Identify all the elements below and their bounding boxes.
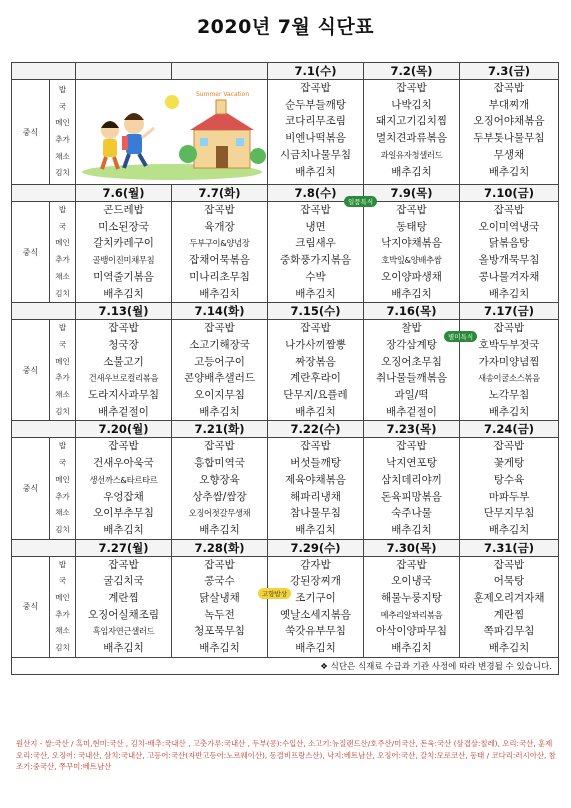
category-column [50, 438, 76, 539]
menu-item: 냉면 [305, 220, 326, 233]
menu-item: 조기구이 [295, 592, 336, 605]
day-menu-cell [364, 556, 460, 657]
footnote: ❖ 식단은 식재료 수급과 기관 사정에 따라 변경될 수 있습니다. [12, 657, 559, 674]
menu-item: 녹두전 [204, 608, 235, 621]
menu-item: 배추김치 [488, 523, 530, 536]
menu-item: 잡곡밥 [204, 440, 235, 453]
category-label: 국 [58, 339, 67, 349]
menu-item: 배추김치 [295, 165, 336, 178]
day-menu-cell [172, 320, 268, 421]
menu-item: 수박 [305, 270, 326, 283]
menu-item: 버섯들깨탕 [290, 457, 341, 470]
category-label: 밥 [58, 205, 67, 214]
menu-item: 잡곡밥 [396, 82, 427, 94]
special-day-badge: 고향밥상 [258, 588, 291, 599]
category-label: 채소 [55, 626, 70, 636]
category-label: 김치 [55, 168, 70, 178]
date-cell: 7.23(목) [364, 421, 460, 438]
menu-item: 골뱅이진미채무침 [92, 255, 155, 266]
category-column [50, 556, 76, 657]
menu-item: 미나리초무침 [189, 270, 250, 283]
category-column [50, 202, 76, 303]
menu-item: 잡곡밥 [300, 204, 331, 216]
menu-item: 단무지무침 [483, 507, 535, 520]
menu-item: 낙지야채볶음 [381, 237, 442, 250]
menu-item: 순두부들깨탕 [285, 98, 346, 111]
menu-item: 계란찜 [108, 592, 139, 605]
menu-item: 과일/떡 [394, 389, 429, 402]
menu-item: 호박잎&양배추쌈 [381, 255, 442, 266]
menu-item: 감자밥 [300, 558, 331, 571]
date-cell: 7.1(수) [268, 63, 364, 80]
menu-item: 잡곡밥 [300, 82, 331, 94]
menu-item: 동태탕 [396, 220, 427, 233]
menu-row [12, 202, 559, 303]
menu-item: 숙주나물 [391, 507, 432, 520]
day-menu-cell [268, 438, 364, 539]
date-row-spacer [12, 421, 76, 438]
menu-item: 오징어실채조림 [87, 608, 159, 621]
category-label: 밥 [58, 559, 67, 569]
menu-item: 메추리알꽈리볶음 [380, 609, 443, 620]
date-cell: 7.14(화) [172, 303, 268, 320]
menu-item: 배추김치 [295, 523, 336, 536]
category-label: 김치 [55, 288, 70, 298]
menu-item: 고등어구이 [194, 355, 245, 368]
menu-item: 잡곡밥 [493, 204, 525, 216]
date-cell: 7.29(수) [268, 539, 364, 556]
category-label: 국 [58, 458, 67, 468]
day-menu-cell [268, 320, 364, 421]
illustration-caption: Summer Vacation [196, 91, 250, 98]
menu-item: 우엉잡채 [103, 490, 144, 503]
date-cell [76, 63, 172, 80]
meal-label: 중식 [12, 556, 50, 657]
date-cell [172, 63, 268, 80]
menu-item: 배추김치 [391, 165, 432, 178]
date-cell: 7.28(화) [172, 539, 268, 556]
menu-item: 배추김치 [295, 287, 336, 300]
menu-item: 배추김치 [391, 642, 432, 655]
menu-item: 배추김치 [488, 405, 530, 418]
day-menu-cell [172, 438, 268, 539]
date-cell: 7.20(월) [76, 421, 172, 438]
category-label: 메인 [55, 356, 70, 366]
menu-item: 배추김치 [488, 287, 530, 300]
category-label: 메인 [55, 593, 70, 603]
date-cell: 7.27(월) [76, 539, 172, 556]
category-label: 메인 [55, 118, 70, 128]
category-label: 김치 [55, 524, 70, 534]
category-label: 국 [58, 221, 67, 231]
menu-item: 배추김치 [103, 642, 144, 655]
menu-item: 잡곡밥 [204, 558, 235, 571]
date-row [12, 303, 559, 320]
day-menu-cell [76, 438, 172, 539]
menu-item: 생선까스&타르타르 [89, 474, 158, 485]
menu-item: 흑임자연근샐러드 [92, 626, 155, 637]
menu-item: 어묵탕 [493, 575, 525, 588]
menu-item: 건새우브로컬리볶음 [88, 373, 159, 384]
menu-item: 제육야채볶음 [285, 473, 346, 486]
meal-label: 중식 [12, 438, 50, 539]
menu-item: 잡곡밥 [396, 440, 427, 453]
category-label: 메인 [55, 238, 70, 248]
day-menu-cell [268, 80, 364, 185]
menu-item: 육개장 [204, 220, 235, 233]
menu-row [12, 556, 559, 657]
menu-item: 잡곡밥 [108, 440, 139, 453]
category-label: 추가 [55, 491, 70, 501]
date-cell: 7.13(월) [76, 303, 172, 320]
menu-item: 노각무침 [488, 389, 530, 402]
menu-item: 곤드레밥 [103, 204, 144, 216]
menu-item: 배추겉절이 [98, 405, 149, 418]
date-cell: 7.15(수) [268, 303, 364, 320]
menu-item: 잡곡밥 [493, 322, 525, 335]
menu-item: 배추김치 [488, 642, 530, 655]
date-cell: 7.3(금) [460, 63, 559, 80]
menu-item: 쑥갓유부무침 [285, 625, 346, 638]
day-menu-cell [268, 556, 364, 657]
menu-item: 소불고기 [103, 355, 144, 368]
date-cell: 7.30(목) [364, 539, 460, 556]
menu-item: 닭살냉채 [199, 592, 240, 605]
category-label: 추가 [55, 135, 70, 144]
menu-item: 잡곡밥 [204, 204, 235, 216]
menu-item: 오징어젓갈무생채 [188, 508, 251, 519]
menu-item: 마파두부 [488, 490, 530, 503]
special-day-badge: 일품특식 [344, 196, 377, 207]
date-cell: 7.22(수) [268, 421, 364, 438]
menu-item: 소고기해장국 [189, 338, 250, 351]
category-label: 채소 [55, 508, 70, 518]
date-row-spacer [12, 303, 76, 320]
menu-item: 짜장볶음 [295, 355, 336, 368]
menu-item: 흥합미역국 [194, 457, 245, 470]
special-day-badge: 별미특식 [444, 331, 477, 342]
menu-item: 배추김치 [103, 523, 144, 536]
menu-item: 훈제오리겨자채 [473, 592, 545, 605]
menu-item: 잡곡밥 [396, 204, 427, 216]
menu-item: 오이양파생채 [381, 270, 442, 283]
category-label: 추가 [55, 255, 70, 265]
menu-item: 배추김치 [199, 287, 240, 300]
category-column [50, 320, 76, 421]
menu-item: 건새우아욱국 [93, 457, 154, 470]
day-menu-cell [460, 80, 559, 185]
date-row-spacer [12, 539, 76, 556]
category-column [50, 80, 76, 185]
day-menu-cell [76, 556, 172, 657]
menu-item: 굴김치국 [103, 575, 144, 588]
menu-item: 단무지/요플레 [283, 389, 348, 402]
menu-row [12, 438, 559, 539]
date-cell: 7.24(금) [460, 421, 559, 438]
menu-item: 크림새우 [295, 237, 336, 250]
menu-item: 콩국수 [204, 575, 235, 588]
date-cell: 7.10(금) [460, 185, 559, 202]
menu-row [12, 80, 559, 185]
category-label: 추가 [55, 609, 70, 619]
menu-item: 잡곡밥 [493, 82, 525, 94]
date-cell: 7.21(화) [172, 421, 268, 438]
menu-item: 중화풍가지볶음 [279, 254, 351, 267]
menu-item: 새송이굴소스볶음 [478, 373, 540, 384]
category-label: 밥 [58, 323, 67, 333]
origin-info: 원산지 - 쌀:국산 / 흑미,현미:국산 , 김치-배추:국내산 , 고춧가루:국내산 , 두부(콩):수입산, 소고기:뉴질랜드산/호주산/미국산, 돈육:국산 (삼겹살:칠레), 오리:국산, 훈제오리:국산, 오징어: 국내산, 삼치:국내산, 고등어:국산(자반고등어:노르웨이산), 동결비프랑스산), 낙지:베트남산, 오징어:국산, 갈치:모로코산, 동태 / 코다리:러시아산, 참조기:중국산, 쭈꾸미:베트남산 [16, 739, 556, 771]
day-menu-cell [172, 556, 268, 657]
menu-item: 콩나물겨자채 [478, 270, 540, 283]
menu-item: 오이부추무침 [93, 507, 154, 520]
day-menu-cell [364, 438, 460, 539]
menu-item: 잡곡밥 [300, 440, 331, 453]
date-cell: 7.6(월) [76, 185, 172, 202]
menu-item: 꽃게탕 [493, 457, 525, 470]
menu-item: 잡곡밥 [493, 440, 525, 453]
menu-item: 계란후라이 [290, 372, 341, 385]
date-row [12, 185, 559, 202]
category-label: 채소 [55, 390, 70, 400]
category-label: 메인 [55, 474, 70, 484]
meal-plan-table [11, 62, 559, 675]
menu-item: 해물누룽지탕 [381, 592, 442, 605]
date-cell: 7.9(목) [364, 185, 460, 202]
menu-item: 잡곡밥 [396, 558, 427, 571]
menu-item: 코다리무조림 [285, 115, 346, 128]
menu-item: 과일유자청샐러드 [380, 149, 443, 160]
day-menu-cell [460, 202, 559, 303]
date-row-spacer [12, 185, 76, 202]
category-label: 김치 [55, 406, 70, 416]
date-cell: 7.16(목) [364, 303, 460, 320]
category-label: 김치 [55, 643, 70, 653]
menu-item: 배추김치 [199, 642, 240, 655]
day-menu-cell [460, 438, 559, 539]
menu-item: 해파리냉채 [290, 490, 341, 503]
date-cell: 7.31(금) [460, 539, 559, 556]
menu-item: 낙지연포탕 [386, 457, 437, 470]
menu-item: 삼치데리야끼 [381, 473, 442, 486]
date-row [12, 539, 559, 556]
menu-item: 오이미역냉국 [478, 220, 540, 233]
menu-item: 배추김치 [488, 165, 530, 178]
menu-item: 도라지사과무침 [87, 389, 159, 402]
menu-item: 장각삼계탕 [386, 338, 437, 351]
menu-item: 배추김치 [103, 287, 144, 300]
day-menu-cell [76, 320, 172, 421]
menu-item: 돈육피망볶음 [381, 490, 442, 503]
menu-item: 나박김치 [391, 98, 432, 111]
menu-item: 미소된장국 [98, 220, 149, 233]
menu-item: 오이냉국 [391, 575, 432, 588]
menu-item: 오이지무침 [194, 389, 245, 402]
menu-item: 찰밥 [401, 322, 422, 335]
date-row [12, 421, 559, 438]
menu-item: 아삭이양파무침 [375, 625, 447, 638]
menu-item: 잡곡밥 [493, 558, 525, 571]
menu-item: 나가사끼짬뽕 [285, 338, 346, 351]
category-label: 국 [58, 576, 67, 586]
menu-item: 쪽파김무침 [483, 625, 535, 638]
menu-item: 청국장 [108, 338, 139, 351]
menu-item: 계란찜 [493, 608, 525, 621]
menu-item: 두부톳나물무침 [473, 132, 545, 145]
menu-item: 오징어야채볶음 [473, 115, 545, 128]
kids-school-illustration [76, 80, 268, 180]
summer-vacation-illustration [76, 80, 268, 185]
date-cell: 7.2(목) [364, 63, 460, 80]
meal-label: 중식 [12, 320, 50, 421]
menu-item: 상추쌈/쌈장 [192, 490, 247, 503]
menu-item: 갈치카레구이 [93, 237, 154, 250]
menu-item: 배추김치 [295, 405, 336, 418]
menu-item: 청포묵무침 [194, 625, 245, 638]
date-cell: 7.17(금) [460, 303, 559, 320]
menu-item: 배추김치 [391, 287, 432, 300]
category-label: 밥 [58, 84, 67, 94]
menu-item: 배추김치 [199, 523, 240, 536]
menu-item: 오징어초무침 [381, 355, 442, 368]
category-label: 추가 [55, 373, 70, 383]
menu-item: 배추겉절이 [386, 405, 437, 418]
menu-item: 잡곡밥 [108, 558, 139, 571]
menu-item: 시금치나물무침 [279, 148, 351, 161]
menu-item: 옛날소세지볶음 [279, 608, 351, 621]
category-label: 밥 [58, 441, 67, 451]
menu-item: 참나물무침 [290, 507, 341, 520]
menu-item: 강된장찌개 [290, 575, 341, 588]
category-label: 채소 [55, 271, 70, 281]
page-title: 2020년 7월 식단표 [196, 16, 375, 38]
menu-item: 두부구이&양념장 [189, 238, 250, 249]
menu-item: 배추김치 [295, 642, 336, 655]
day-menu-cell [364, 202, 460, 303]
menu-item: 잡곡밥 [204, 322, 235, 335]
day-menu-cell [460, 556, 559, 657]
day-menu-cell [364, 80, 460, 185]
menu-item: 멸치견과류볶음 [375, 132, 447, 145]
menu-item: 무생채 [493, 148, 525, 161]
menu-item: 콘양배추샐러드 [183, 372, 255, 385]
meal-label: 중식 [12, 202, 50, 303]
category-label: 채소 [55, 151, 70, 161]
date-cell: 7.8(수) [268, 185, 364, 202]
menu-item: 배추김치 [199, 405, 240, 418]
menu-item: 배추김치 [391, 523, 432, 536]
menu-item: 잡곡밥 [108, 322, 139, 335]
day-menu-cell [76, 202, 172, 303]
menu-item: 미역줄기볶음 [93, 270, 154, 283]
menu-item: 잡곡밥 [300, 322, 331, 335]
menu-item: 올방개묵무침 [478, 254, 540, 267]
day-menu-cell [172, 202, 268, 303]
date-row [12, 63, 559, 80]
day-menu-cell [268, 202, 364, 303]
menu-item: 비엔나떡볶음 [285, 132, 346, 145]
menu-item: 부대찌개 [488, 98, 530, 111]
menu-item: 닭볶음탕 [488, 237, 530, 250]
menu-item: 탕수육 [493, 473, 525, 486]
menu-item: 가자미양념찜 [478, 355, 540, 368]
date-row-spacer [12, 63, 76, 80]
meal-label: 중식 [12, 80, 50, 185]
date-cell: 7.7(화) [172, 185, 268, 202]
menu-item: 돼지고기김치찜 [375, 115, 447, 128]
category-label: 국 [58, 101, 67, 111]
menu-item: 오향장육 [199, 473, 240, 486]
menu-item: 잡채어묵볶음 [189, 254, 250, 267]
menu-item: 호박두부젓국 [478, 338, 540, 351]
menu-item: 취나물들깨볶음 [375, 372, 447, 385]
